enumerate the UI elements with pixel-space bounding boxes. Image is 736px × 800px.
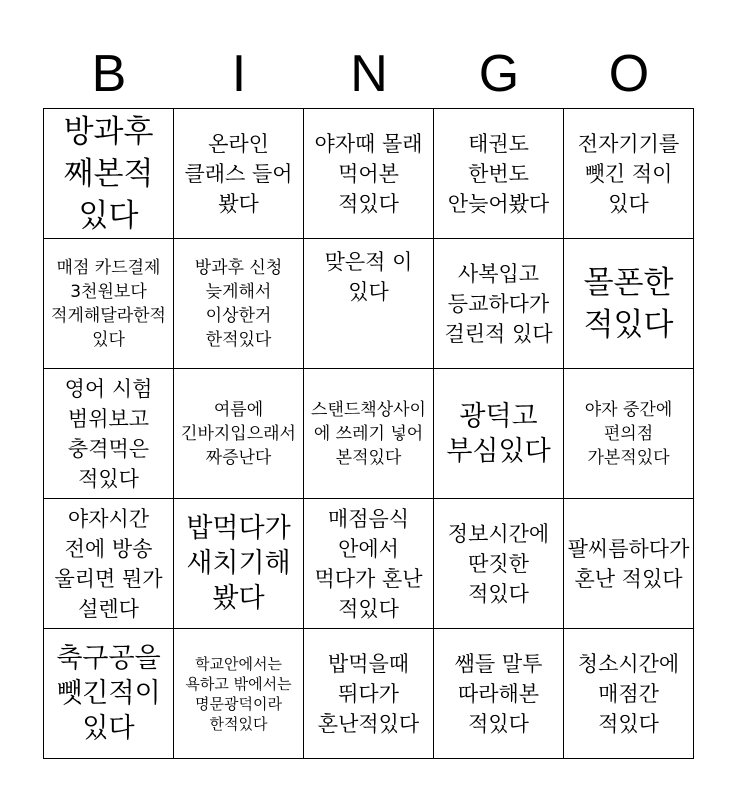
header-letter-g: G xyxy=(478,45,520,103)
cell-text: 태권도 한번도 안늦어봤다 xyxy=(447,131,550,216)
bingo-cell-3-4[interactable] xyxy=(434,369,564,499)
cell-text: 축구공을 뺏긴적이 있다 xyxy=(56,643,161,744)
bingo-cell-1-5[interactable] xyxy=(564,109,694,239)
bingo-cell-4-2[interactable] xyxy=(174,499,304,629)
bingo-header xyxy=(44,40,694,108)
bingo-cell-2-2[interactable] xyxy=(174,239,304,369)
bingo-cell-3-2[interactable] xyxy=(174,369,304,499)
cell-text: 방과후 째본적 있다 xyxy=(63,113,154,234)
bingo-cell-5-4[interactable] xyxy=(434,629,564,759)
bingo-grid xyxy=(43,108,694,759)
header-letter-n: N xyxy=(350,45,388,103)
cell-text: 정보시간에 딴짓한 적있다 xyxy=(447,521,550,606)
cell-text: 전자기기를 뺏긴 적이 있다 xyxy=(577,131,680,216)
bingo-cell-1-3[interactable] xyxy=(304,109,434,239)
bingo-cell-1-4[interactable] xyxy=(434,109,564,239)
cell-text: 여름에 긴바지입으래서 짜증난다 xyxy=(181,399,296,468)
bingo-cell-4-4[interactable] xyxy=(434,499,564,629)
bingo-cell-3-3[interactable] xyxy=(304,369,434,499)
cell-text: 밥먹을때 뛰다가 혼난적있다 xyxy=(317,651,420,736)
bingo-cell-1-2[interactable] xyxy=(174,109,304,239)
cell-text: 영어 시험 범위보고 충격먹은 적있다 xyxy=(64,376,153,491)
bingo-cell-2-3[interactable] xyxy=(304,239,434,369)
cell-text: 청소시간에 매점간 적있다 xyxy=(577,651,680,736)
bingo-cell-4-1[interactable] xyxy=(44,499,174,629)
cell-text: 매점 카드결제 3천원보다 적게해달라한적있다 xyxy=(51,257,166,350)
header-letter-b: B xyxy=(91,45,127,103)
bingo-cell-5-1[interactable] xyxy=(44,629,174,759)
bingo-cell-2-4[interactable] xyxy=(434,239,564,369)
bingo-cell-2-1[interactable] xyxy=(44,239,174,369)
bingo-cell-4-5[interactable] xyxy=(564,499,694,629)
bingo-cell-5-5[interactable] xyxy=(564,629,694,759)
cell-text: 광덕고 부심있다 xyxy=(446,400,551,467)
bingo-cell-3-1[interactable] xyxy=(44,369,174,499)
cell-text: 온라인 클래스 들어 봤다 xyxy=(184,131,293,216)
cell-text: 맞은적 이 있다 xyxy=(324,250,413,304)
cell-text: 사복입고 등교하다가 걸린적 있다 xyxy=(444,261,553,346)
cell-text: 야자때 몰래 먹어본 적있다 xyxy=(314,131,423,216)
cell-text: 매점음식 안에서 먹다가 혼난 적있다 xyxy=(314,506,423,621)
bingo-cell-2-5[interactable] xyxy=(564,239,694,369)
cell-text: 스탠드책상사이에 쓰레기 넣어 본적있다 xyxy=(311,399,426,468)
bingo-cell-5-2[interactable] xyxy=(174,629,304,759)
cell-text: 방과후 신청 늦게해서 이상한거 한적있다 xyxy=(194,257,283,350)
cell-text: 몰폰한 적있다 xyxy=(583,264,674,343)
cell-text: 밥먹다가 새치기해 봤다 xyxy=(186,513,291,614)
bingo-cell-4-3[interactable] xyxy=(304,499,434,629)
header-letter-o: O xyxy=(608,45,650,103)
cell-text: 야자시간 전에 방송 울리면 뭔가 설렌다 xyxy=(54,506,163,621)
bingo-cell-3-5[interactable] xyxy=(564,369,694,499)
cell-text: 야자 중간에 편의점 가본적있다 xyxy=(584,399,673,468)
header-letter-i: I xyxy=(231,45,247,103)
cell-text: 팔씨름하다가 혼난 적있다 xyxy=(567,536,690,591)
bingo-cell-1-1[interactable] xyxy=(44,109,174,239)
cell-text: 쌤들 말투 따라해본 적있다 xyxy=(454,651,543,736)
bingo-cell-5-3[interactable] xyxy=(304,629,434,759)
cell-text: 학교안에서는 욕하고 밖에서는 명문광덕이라 한적있다 xyxy=(185,654,292,733)
